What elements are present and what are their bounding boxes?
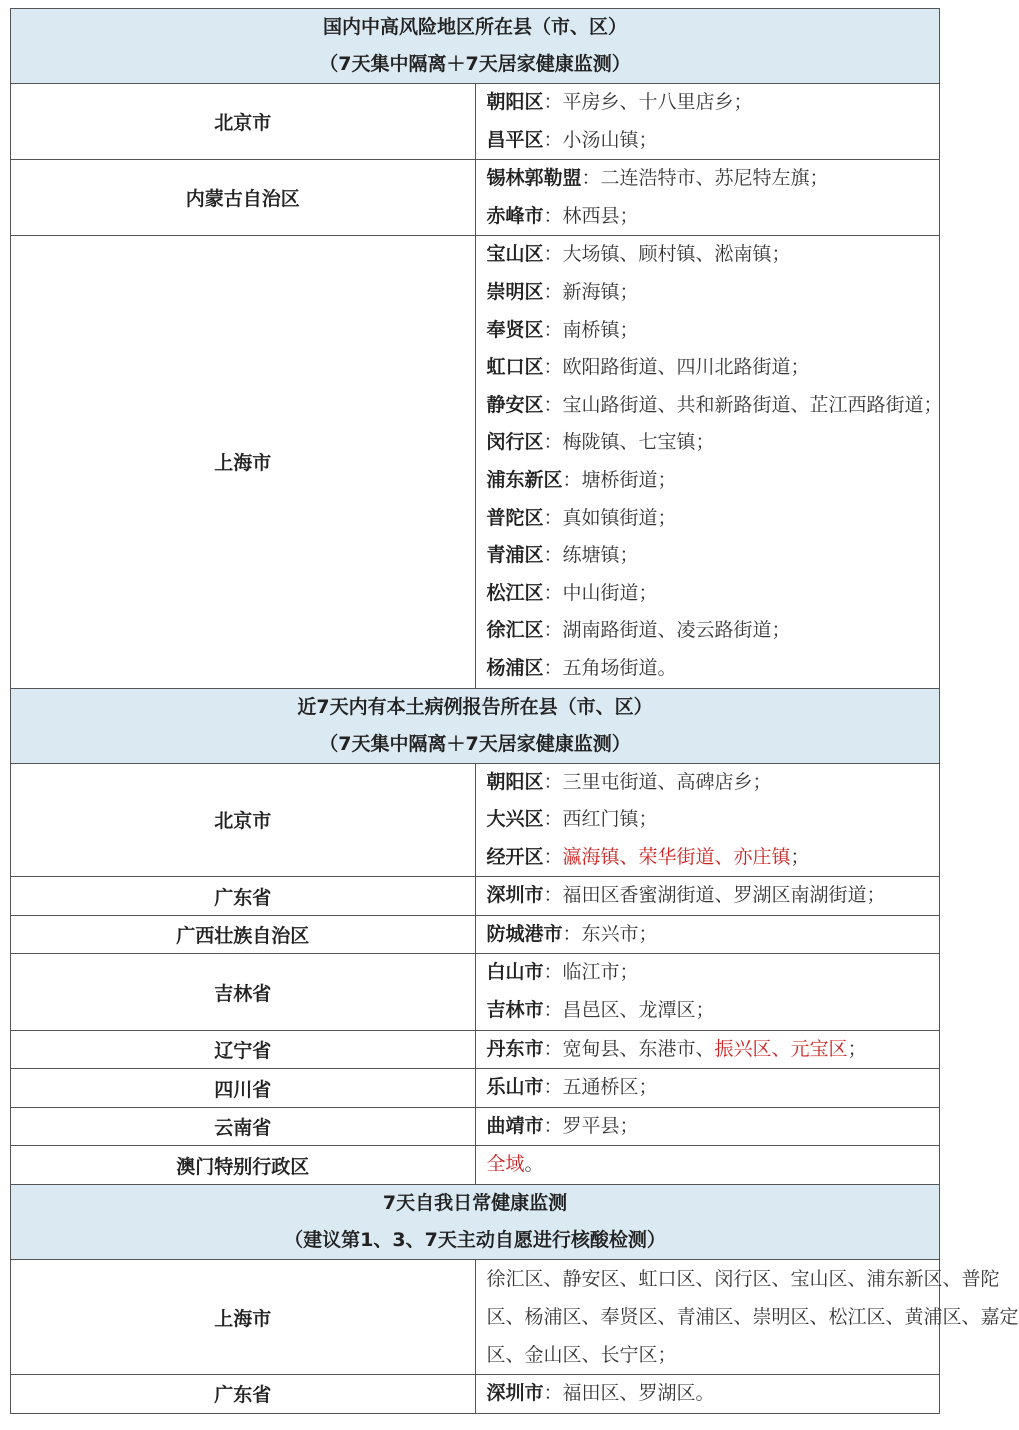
region-details	[475, 236, 943, 688]
area-label: 经开区	[486, 845, 544, 868]
risk-area-table-container	[10, 8, 1019, 1414]
label-separator: ：	[543, 1037, 563, 1060]
table-row	[11, 1146, 940, 1185]
region-name: 广东省	[11, 1375, 476, 1414]
label-separator: ：	[562, 922, 582, 945]
area-label: 吉林市	[486, 999, 544, 1022]
area-label: 防城港市	[486, 922, 563, 945]
label-separator: ：	[543, 845, 563, 868]
area-label: 朝阳区	[486, 770, 544, 793]
area-label: 宝山区	[486, 243, 544, 266]
area-list: 福田区香蜜湖街道、罗湖区南湖街道；	[562, 884, 886, 907]
highlighted-area: 全域	[486, 1153, 525, 1176]
table-row	[11, 915, 940, 954]
region-name: 上海市	[11, 1260, 476, 1375]
area-list: 三里屯街道、高碑店乡；	[562, 770, 772, 793]
region-details	[475, 1375, 940, 1414]
detail-line	[487, 575, 932, 613]
area-list: 。	[524, 1153, 544, 1176]
detail-line	[487, 236, 932, 274]
section-subtitle: （7天集中隔离＋7天居家健康监测）	[319, 732, 631, 755]
detail-line	[487, 274, 932, 312]
detail-line	[487, 537, 932, 575]
area-list: 福田区、罗湖区。	[562, 1382, 715, 1405]
section-header	[11, 1185, 940, 1260]
region-name: 北京市	[11, 763, 476, 877]
detail-line	[487, 349, 932, 387]
label-separator: ：	[543, 356, 563, 379]
table-row	[11, 1069, 940, 1108]
region-details	[475, 1146, 940, 1185]
risk-area-table	[10, 8, 1019, 1414]
highlighted-area: 振兴区、元宝区	[714, 1037, 848, 1060]
area-label: 虹口区	[486, 356, 544, 379]
table-row	[11, 1375, 940, 1414]
detail-line: 区、金山区、长宁区；	[486, 1344, 677, 1367]
region-details	[475, 160, 940, 236]
section-header	[11, 9, 940, 84]
label-separator: ：	[543, 431, 563, 454]
table-row	[11, 1030, 940, 1069]
section-header-row	[11, 9, 940, 84]
table-row	[11, 877, 940, 916]
detail-line	[487, 1069, 932, 1107]
area-list: 梅陇镇、七宝镇；	[562, 431, 715, 454]
area-label: 朝阳区	[486, 91, 544, 113]
region-details	[475, 84, 940, 160]
section-subtitle: （建议第1、3、7天主动自愿进行核酸检测）	[284, 1229, 666, 1252]
detail-line	[487, 198, 932, 236]
detail-line	[487, 500, 932, 538]
area-list: 练塘镇；	[562, 544, 639, 567]
area-label: 赤峰市	[486, 204, 544, 227]
table-row	[11, 160, 940, 236]
label-separator: ：	[543, 506, 563, 529]
detail-line	[487, 992, 932, 1030]
region-name: 广东省	[11, 877, 476, 916]
label-separator: ：	[543, 1076, 563, 1099]
detail-line	[487, 954, 932, 992]
area-label: 闵行区	[486, 431, 544, 454]
detail-line	[487, 1375, 932, 1413]
area-list: 东兴市；	[581, 922, 658, 945]
area-list: 二连浩特市、苏尼特左旗；	[600, 167, 829, 190]
detail-line	[487, 764, 932, 802]
detail-line	[487, 312, 932, 350]
label-separator: ：	[543, 808, 563, 831]
detail-line	[487, 1031, 932, 1069]
label-separator: ：	[543, 999, 563, 1022]
detail-line	[486, 387, 943, 425]
area-label: 曲靖市	[486, 1114, 544, 1137]
area-label: 锡林郭勒盟	[486, 167, 582, 190]
detail-line	[487, 84, 932, 122]
region-details	[475, 1069, 940, 1108]
label-separator: ：	[543, 1114, 563, 1137]
label-separator: ：	[543, 884, 563, 907]
region-details	[475, 1107, 940, 1146]
area-label: 丹东市	[486, 1037, 544, 1060]
detail-line	[487, 160, 932, 198]
region-details	[475, 915, 940, 954]
region-details	[475, 1030, 940, 1069]
label-separator: ：	[543, 581, 563, 604]
area-list: 平房乡、十八里店乡；	[562, 91, 753, 113]
area-list: 宽甸县、东港市、	[562, 1037, 715, 1060]
region-name: 辽宁省	[11, 1030, 476, 1069]
detail-line	[487, 462, 932, 500]
detail-line	[487, 839, 932, 877]
area-list: 林西县；	[562, 204, 639, 227]
area-list: 临江市；	[562, 961, 639, 984]
area-list: 中山街道；	[562, 581, 658, 604]
label-separator: ：	[543, 961, 563, 984]
detail-line	[487, 122, 932, 160]
region-name: 吉林省	[11, 954, 476, 1030]
region-name: 广西壮族自治区	[11, 915, 476, 954]
label-separator: ：	[543, 204, 563, 227]
table-row	[11, 1260, 940, 1375]
section-header-row	[11, 688, 940, 763]
area-list: 新海镇；	[562, 280, 639, 303]
area-label: 白山市	[486, 961, 544, 984]
area-list: 小汤山镇；	[562, 128, 658, 151]
section-header	[11, 688, 940, 763]
area-list: 湖南路街道、凌云路街道；	[562, 619, 791, 642]
label-separator: ：	[543, 243, 563, 266]
table-row	[11, 763, 940, 877]
table-row	[11, 954, 940, 1030]
area-label: 深圳市	[486, 884, 544, 907]
area-list: 昌邑区、龙潭区；	[562, 999, 715, 1022]
area-list: 大场镇、顾村镇、淞南镇；	[562, 243, 791, 266]
table-row	[11, 1107, 940, 1146]
area-list: ；	[790, 845, 810, 868]
section-subtitle: （7天集中隔离＋7天居家健康监测）	[319, 53, 631, 75]
label-separator: ：	[543, 318, 563, 341]
area-label: 徐汇区	[486, 619, 544, 642]
area-list: 罗平县；	[562, 1114, 639, 1137]
area-label: 杨浦区	[486, 656, 544, 679]
label-separator: ：	[562, 468, 582, 491]
label-separator: ：	[543, 128, 563, 151]
detail-line	[487, 612, 932, 650]
region-details	[475, 1260, 1019, 1375]
label-separator: ：	[543, 656, 563, 679]
label-separator: ：	[543, 770, 563, 793]
label-separator: ：	[543, 544, 563, 567]
detail-line: 区、杨浦区、奉贤区、青浦区、崇明区、松江区、黄浦区、嘉定	[486, 1306, 1019, 1329]
detail-line	[487, 1108, 932, 1146]
detail-line	[487, 916, 932, 954]
area-list: 五通桥区；	[562, 1076, 658, 1099]
region-details	[475, 763, 940, 877]
region-name: 云南省	[11, 1107, 476, 1146]
area-label: 深圳市	[486, 1382, 544, 1405]
detail-line: 徐汇区、静安区、虹口区、闵行区、宝山区、浦东新区、普陀	[486, 1268, 1000, 1291]
area-label: 崇明区	[486, 280, 544, 303]
section-title: 近7天内有本土病例报告所在县（市、区）	[297, 695, 653, 718]
area-list: 真如镇街道；	[562, 506, 677, 529]
highlighted-area: 瀛海镇、荣华街道、亦庄镇	[562, 845, 791, 868]
section-title: 国内中高风险地区所在县（市、区）	[322, 16, 627, 38]
area-label: 静安区	[486, 393, 544, 416]
area-label: 青浦区	[486, 544, 544, 567]
label-separator: ：	[543, 91, 563, 113]
detail-line	[487, 1146, 932, 1184]
region-details	[475, 954, 940, 1030]
area-list: 西红门镇；	[562, 808, 658, 831]
label-separator: ：	[581, 167, 601, 190]
area-label: 奉贤区	[486, 318, 544, 341]
region-name: 四川省	[11, 1069, 476, 1108]
label-separator: ：	[543, 619, 563, 642]
region-name: 澳门特别行政区	[11, 1146, 476, 1185]
region-name: 内蒙古自治区	[11, 160, 476, 236]
area-list: 塘桥街道；	[581, 468, 677, 491]
area-label: 松江区	[486, 581, 544, 604]
area-label: 昌平区	[486, 128, 544, 151]
label-separator: ：	[543, 393, 563, 416]
table-row	[11, 236, 940, 688]
label-separator: ：	[543, 280, 563, 303]
region-name: 上海市	[11, 236, 476, 688]
detail-line	[487, 877, 932, 915]
detail-line	[487, 801, 932, 839]
label-separator: ：	[543, 1382, 563, 1405]
area-list: 宝山路街道、共和新路街道、芷江西路街道；	[562, 393, 943, 416]
area-list: 南桥镇；	[562, 318, 639, 341]
detail-line	[487, 424, 932, 462]
area-list-end: ；	[847, 1037, 867, 1060]
section-title: 7天自我日常健康监测	[382, 1192, 568, 1215]
area-label: 乐山市	[486, 1076, 544, 1099]
region-details	[475, 877, 940, 916]
region-name: 北京市	[11, 84, 476, 160]
section-header-row	[11, 1185, 940, 1260]
table-row	[11, 84, 940, 160]
area-label: 浦东新区	[486, 468, 563, 491]
area-list: 五角场街道。	[562, 656, 677, 679]
area-list: 欧阳路街道、四川北路街道；	[562, 356, 810, 379]
area-label: 大兴区	[486, 808, 544, 831]
detail-line	[487, 650, 932, 688]
area-label: 普陀区	[486, 506, 544, 529]
